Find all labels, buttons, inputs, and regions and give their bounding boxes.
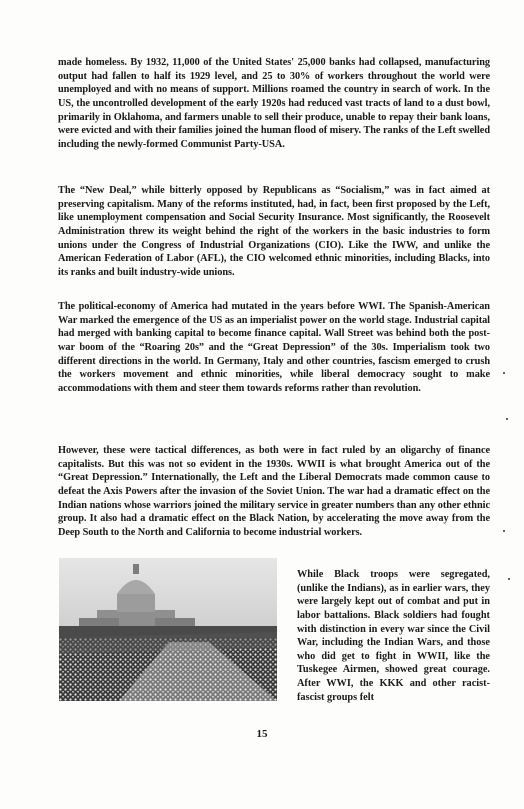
paragraph-political-economy: The political-economy of America had mutated in the years before WWI. The Spanish-American War marked the emergence of the US as an imperialist power on the world stage. Industrial capital had merged with banking capital to become finance capital. Wall Street was behind both the post-war boom of the “Roaring 20s” and the “Great Depression” of the 30s. Imperialism took two different directions in the world. In Germany, Italy and other countries, fascism emerged to crush the workers movement and ethnic minorities, while liberal democracy sought to make accommodations with them and steer them towards reforms rather than revolution. [58, 301, 490, 394]
paragraph-black-troops: While Black troops were segregated, (unlike the Indians), as in earlier wars, they were largely kept out of combat and put in labor battalions. Black soldiers had fought with distinction in every war since the Civil War, including the Indian Wars, and those who did get to fight in WWII, like the Tuskegee Airmen, showed great courage. After WWI, the KKK and other racist-fascist groups felt [297, 569, 490, 703]
scan-speck [508, 578, 510, 580]
paragraph-new-deal: The “New Deal,” while bitterly opposed by Republicans as “Socialism,” was in fact aimed at preserving capitalism. Many of the reforms instituted, had, in fact, been first proposed by the Left, like unemployment compensation and Social Security Insurance. Most significantly, the Roosevelt Administration threw its weight behind the right of the workers in the basic industries to form unions under the Congress of Industrial Organizations (CIO). Like the IWW, and unlike the American Federation of Labor (AFL), the CIO welcomed ethnic minorities, including Blacks, into its ranks and built industry-wide unions. [58, 185, 490, 278]
paragraph-tactical-differences: However, these were tactical differences, as both were in fact ruled by an oligarchy of finance capitalists. But this was not so evident in the 1930s. WWII is what brought America out of the “Great Depression.” Internationally, the Left and the Liberal Democrats made common cause to defeat the Axis Powers after the invasion of the Soviet Union. The war had a dramatic effect on the Indian nations whose warriors joined the military service in greater numbers than any other ethnic group. It also had a dramatic effect on the Black Nation, by accelerating the move away from the Deep South to the North and California to become industrial workers. [58, 445, 490, 538]
page-number: 15 [256, 728, 268, 740]
kkk-march-photo [59, 558, 277, 701]
scan-speck [503, 372, 505, 374]
scan-speck [506, 418, 508, 420]
paragraph-great-depression: made homeless. By 1932, 11,000 of the United States' 25,000 banks had collapsed, manufacturing output had fallen to half its 1929 level, and 25 to 30% of workers throughout the world were unemployed and with no means of support. Millions roamed the country in search of work. In the US, the uncontrolled development of the early 1920s had reduced vast tracts of land to a dust bowl, primarily in Oklahoma, and farmers unable to sell their produce, unable to repay their bank loans, were evicted and with their families joined the human flood of misery. The ranks of the Left swelled including the newly-formed Communist Party-USA. [58, 57, 490, 150]
scan-speck [503, 530, 505, 532]
